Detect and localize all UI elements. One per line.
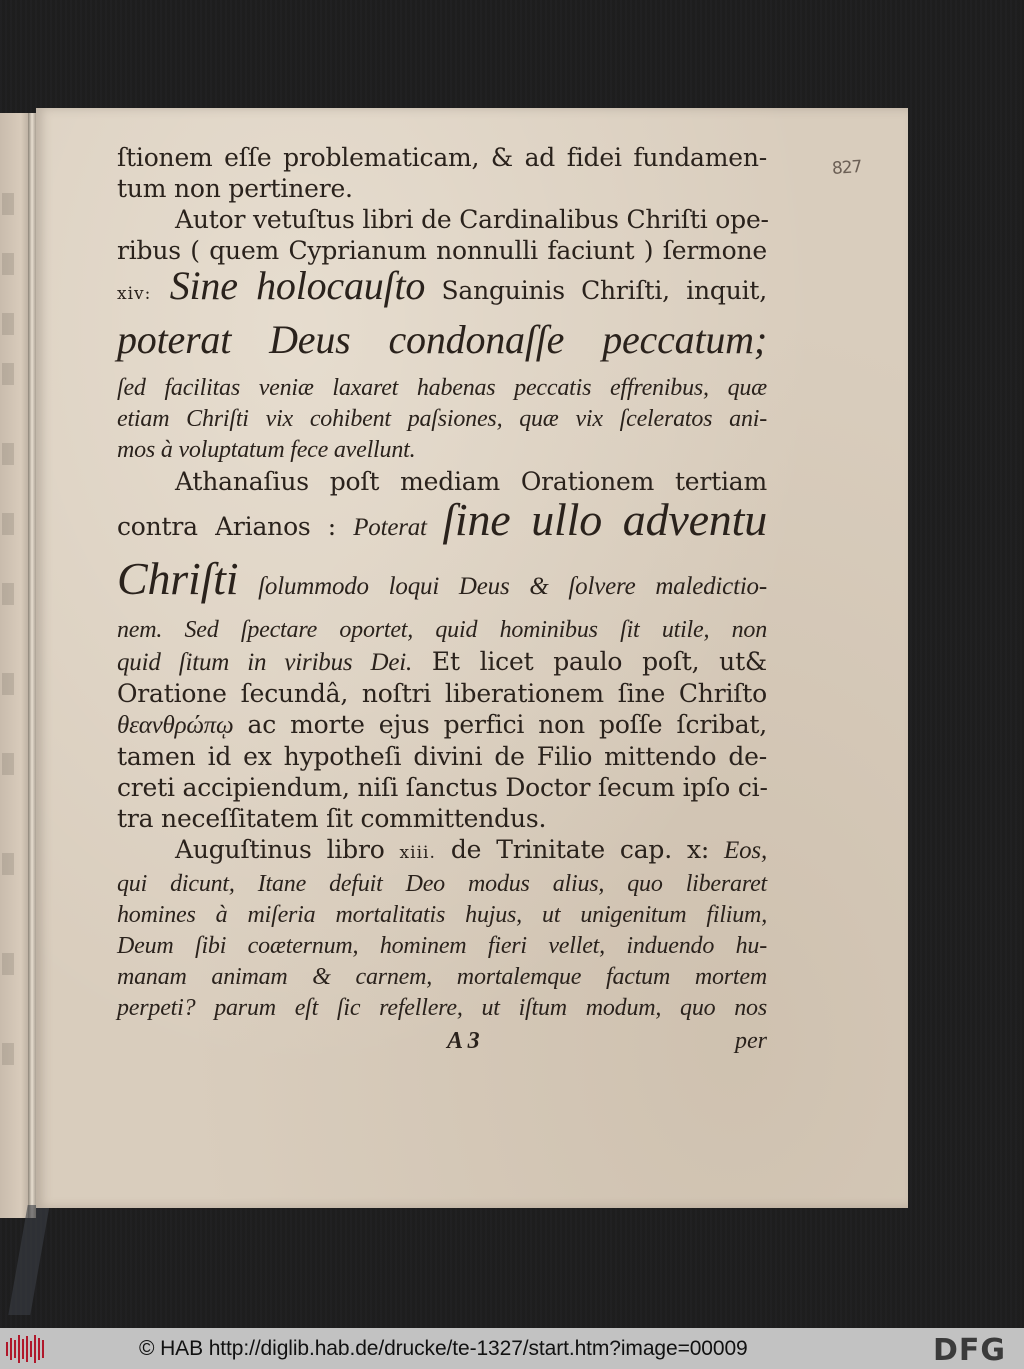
signature-mark: A 3	[447, 1028, 480, 1054]
text-line: tum non pertinere.	[117, 174, 353, 203]
book-gutter	[28, 113, 36, 1218]
bleed-through-mark	[2, 363, 14, 385]
page-footer-line	[117, 1028, 767, 1062]
bleed-through-mark	[2, 193, 14, 215]
bleed-through-mark	[2, 583, 14, 605]
text-line: Oratione ſecundâ, noſtri liberationem ſine Chriſto	[117, 679, 767, 708]
quotation-line: qui dicunt, Itane defuit Deo modus alius, quo liberaret	[117, 871, 767, 897]
quotation-line: etiam Chriſti vix cohibent paſsiones, quæ vix ſceleratos ani-	[117, 406, 767, 432]
quotation-line: poterat Deus condonaſſe peccatum;	[117, 317, 767, 362]
bleed-through-mark	[2, 313, 14, 335]
dfg-logo-icon: DFG	[933, 1333, 1007, 1368]
bleed-through-mark	[2, 513, 14, 535]
bleed-through-mark	[2, 953, 14, 975]
text-line: quid ſitum in viribus Dei. Et licet paulo poſt, ut&	[117, 647, 767, 676]
text-line: contra Arianos : Poterat ſine ullo adventu	[117, 494, 767, 545]
paragraph-start-line: Athanaſius poſt mediam Orationem tertiam	[175, 467, 767, 496]
quotation-line: perpeti? parum eſt ſic refellere, ut iſtum modum, quo nos	[117, 995, 767, 1021]
bleed-through-mark	[2, 443, 14, 465]
catchword: per	[735, 1028, 767, 1054]
quotation-line: mos à voluptatum fece avellunt.	[117, 437, 416, 463]
hab-logo-icon	[6, 1334, 44, 1364]
handwritten-folio-number: 827	[831, 156, 863, 180]
library-footer-bar	[0, 1328, 1024, 1369]
text-line: ribus ( quem Cyprianum nonnulli faciunt ) ſermone	[117, 236, 767, 265]
quotation-line: Deum ſibi coæternum, hominem fieri vellet, induendo hu-	[117, 933, 767, 959]
quotation-line: Chriſti ſolummodo loqui Deus & ſolvere maledictio-	[117, 553, 767, 604]
page-text-block	[117, 142, 767, 1062]
bleed-through-mark	[2, 753, 14, 775]
quotation-line: nem. Sed ſpectare oportet, quid hominibus ſit utile, non	[117, 617, 767, 643]
quotation-line: homines à miſeria mortalitatis hujus, ut unigenitum filium,	[117, 902, 767, 928]
bleed-through-mark	[2, 1043, 14, 1065]
book-page	[36, 108, 908, 1208]
bleed-through-mark	[2, 853, 14, 875]
text-line: ſtionem eſſe problematicam, & ad fidei fundamen-	[117, 143, 767, 172]
text-line: tra neceſſitatem ſit committendus.	[117, 804, 547, 833]
text-line: tamen id ex hypotheſi divini de Filio mittendo de-	[117, 742, 767, 771]
quotation-line: manam animam & carnem, mortalemque factum mortem	[117, 964, 767, 990]
bleed-through-mark	[2, 253, 14, 275]
paragraph-start-line: Auguſtinus libro xiii. de Trinitate cap. x: Eos,	[175, 835, 767, 864]
text-line: creti accipiendum, niſi ſanctus Doctor ſecum ipſo ci-	[117, 773, 768, 802]
text-line: xiv: Sine holocauſto Sanguinis Chriſti, inquit,	[117, 263, 767, 308]
copyright-permalink[interactable]: © HAB http://diglib.hab.de/drucke/te-1327/start.htm?image=00009	[139, 1337, 748, 1360]
bleed-through-mark	[2, 673, 14, 695]
facing-page-edge	[0, 113, 30, 1218]
quotation-line: ſed facilitas veniæ laxaret habenas peccatis effrenibus, quæ	[117, 375, 767, 401]
paragraph-start-line: Autor vetuſtus libri de Cardinalibus Chriſti ope-	[175, 205, 769, 234]
text-line: θεανθρώπῳ ac morte ejus perfici non poſſe ſcribat,	[117, 710, 767, 739]
